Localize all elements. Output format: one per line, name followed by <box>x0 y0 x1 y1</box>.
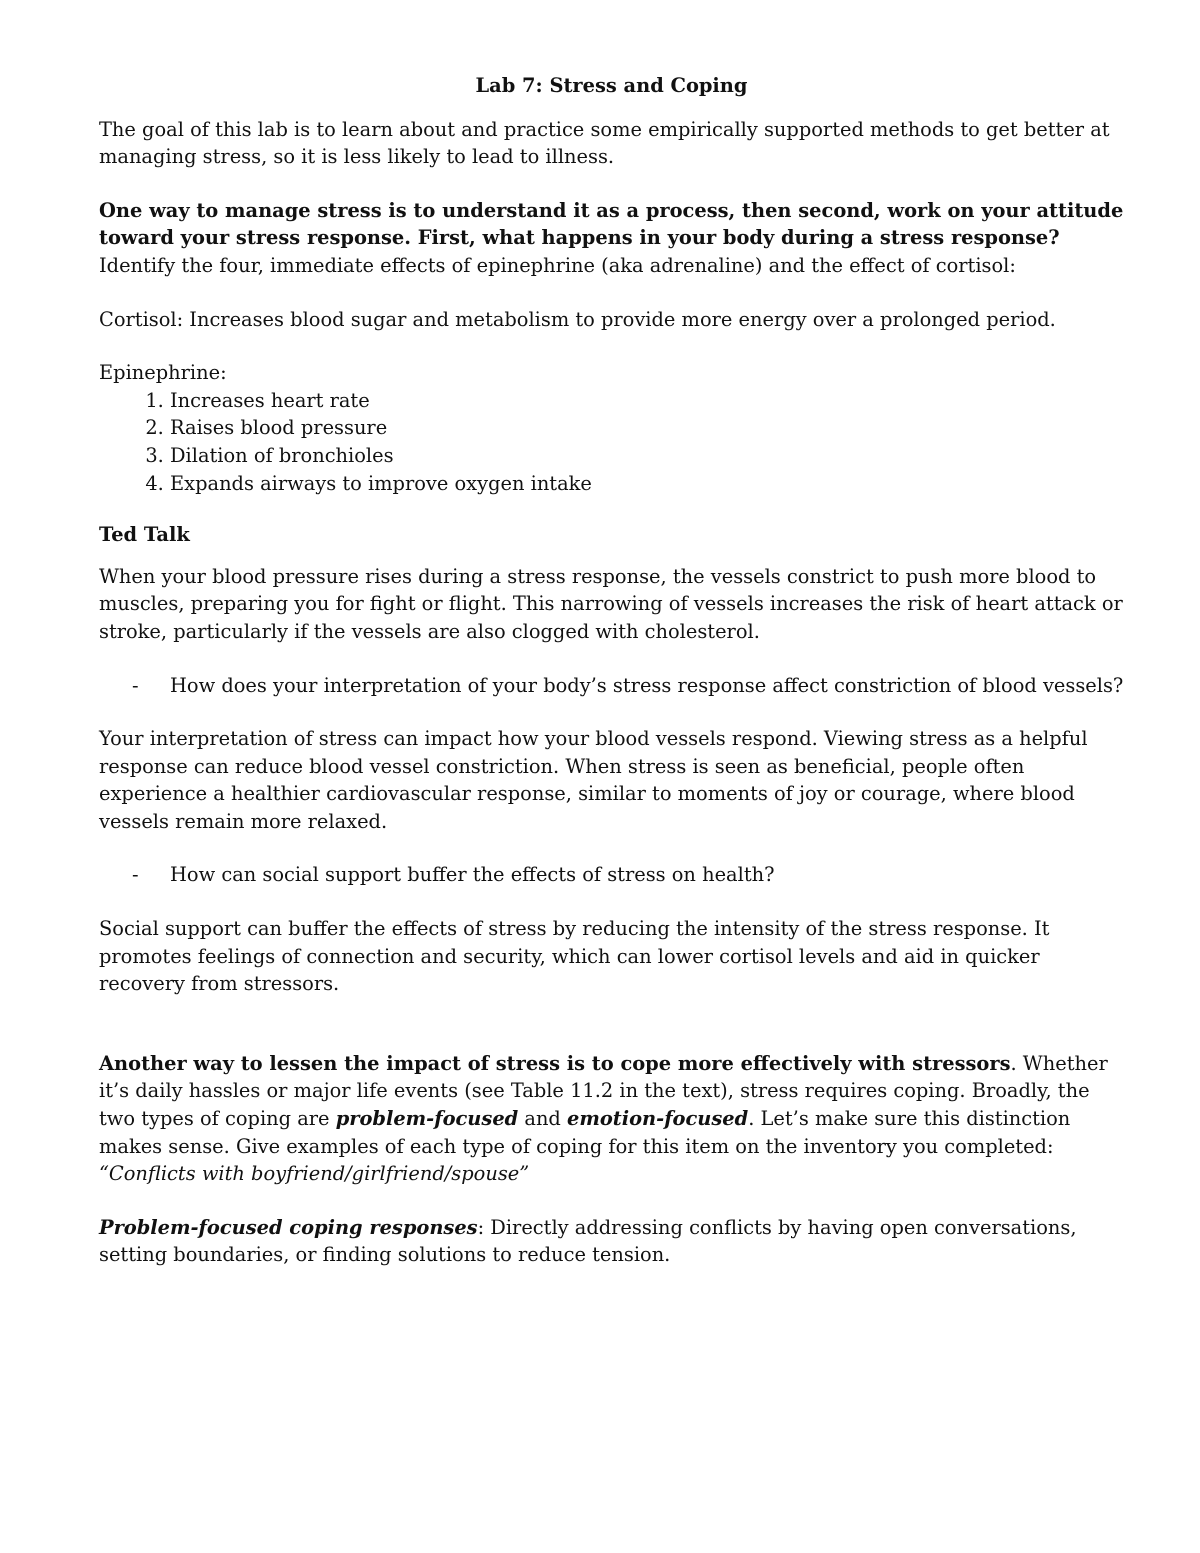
bullet-dash: - <box>132 673 139 697</box>
list-item: 1. Increases heart rate <box>170 387 1124 415</box>
ted-talk-heading: Ted Talk <box>99 523 190 547</box>
page-title: Lab 7: Stress and Coping <box>475 74 748 97</box>
coping-term-emotion-focused: emotion-focused <box>567 1107 749 1131</box>
coping-paragraph <box>99 1050 1124 1188</box>
question-2 <box>99 861 1124 889</box>
epinephrine-label: Epinephrine: <box>99 361 227 385</box>
problem-focused-label: Problem-focused coping responses <box>99 1215 478 1239</box>
question-2-text: How can social support buffer the effects of stress on health? <box>170 863 775 887</box>
answer-2: Social support can buffer the effects of stress by reducing the intensity of the stress response. It promotes feelings of connection and security, which can lower cortisol levels and aid in quicker recovery from stressors. <box>99 917 1050 996</box>
section1-bold-lead: One way to manage stress is to understand it as a process, then second, work on your attitude toward your stress response. First, what happens in your body during a stress response? <box>99 198 1124 250</box>
problem-focused-answer <box>99 1214 1124 1269</box>
problem-focused-text: : Directly addressing conflicts by having open conversations, setting boundaries, or finding solutions to reduce tension. <box>99 1215 1077 1267</box>
section1-instruction: Identify the four, immediate effects of epinephrine (aka adrenaline) and the effect of cortisol: <box>99 253 1016 277</box>
coping-term-problem-focused: problem-focused <box>335 1107 519 1131</box>
document-page <box>99 72 1124 1295</box>
coping-text-3: . Let’s make sure this distinction makes sense. Give examples of each type of coping for this item on the inventory you completed: <box>99 1107 1071 1158</box>
intro-paragraph: The goal of this lab is to learn about and practice some empirically supported methods to get better at managing stress, so it is less likely to lead to illness. <box>99 117 1110 169</box>
answer-1: Your interpretation of stress can impact how your blood vessels respond. Viewing stress as a helpful response can reduce blood vessel constriction. When stress is seen as beneficial, people often experience a healthier cardiovascular response, similar to moments of joy or courage, where blood vessels remain more relaxed. <box>99 727 1088 833</box>
bullet-dash: - <box>132 863 139 887</box>
coping-text-2: and <box>518 1107 568 1131</box>
question-1 <box>99 672 1124 700</box>
cortisol-answer: Cortisol: Increases blood sugar and metabolism to provide more energy over a prolonged period. <box>99 307 1056 331</box>
list-item: 4. Expands airways to improve oxygen intake <box>170 470 1124 498</box>
coping-quote: “Conflicts with boyfriend/girlfriend/spouse” <box>99 1162 530 1186</box>
epinephrine-list <box>99 387 1124 497</box>
coping-text-1: . Whether it’s daily hassles or major life events (see Table 11.2 in the text), stress requires coping. Broadly, the two types of coping are <box>99 1051 1108 1131</box>
section1-paragraph <box>99 197 1124 280</box>
ted-talk-paragraph: When your blood pressure rises during a stress response, the vessels constrict to push more blood to muscles, preparing you for fight or flight. This narrowing of vessels increases the risk of heart attack or stroke, particularly if the vessels are also clogged with cholesterol. <box>99 564 1123 643</box>
list-item: 2. Raises blood pressure <box>170 414 1124 442</box>
question-1-text: How does your interpretation of your body’s stress response affect constriction of blood vessels? <box>170 673 1124 697</box>
list-item: 3. Dilation of bronchioles <box>170 442 1124 470</box>
coping-bold-lead: Another way to lessen the impact of stress is to cope more effectively with stressors <box>99 1051 1011 1075</box>
